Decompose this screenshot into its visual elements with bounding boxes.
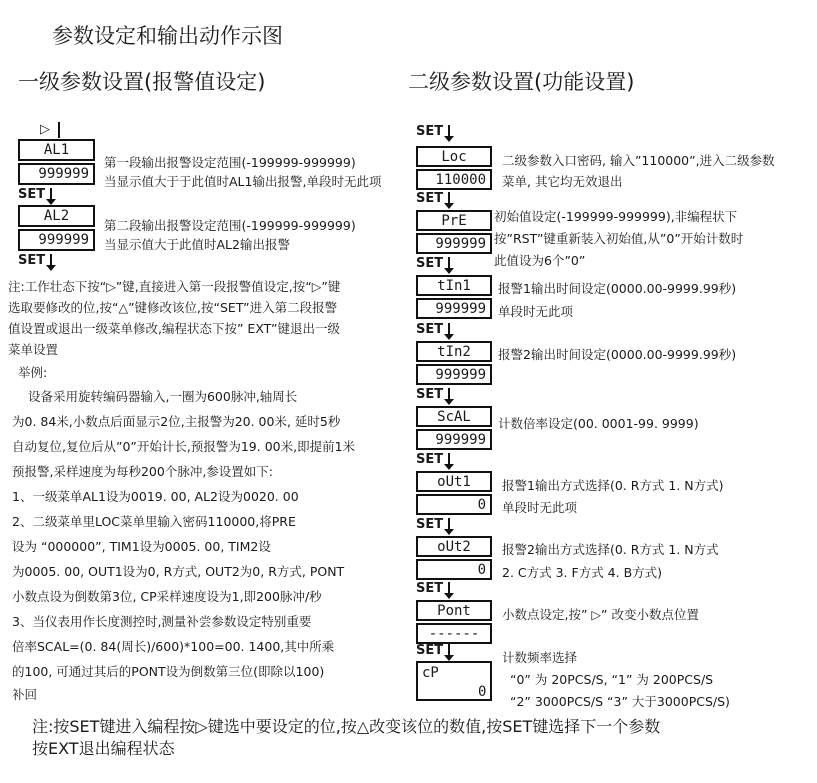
tim1-desc-2: 单段时无此项: [498, 304, 574, 319]
out2-value-display: 0: [416, 559, 492, 580]
down-arrow-icon: [448, 644, 450, 659]
down-arrow-icon: [448, 388, 450, 403]
example-line: 1、一级菜单AL1设为0019. 00, AL2设为0020. 00: [12, 489, 299, 504]
example-line: 为0. 84米,小数点后面显示2位,主报警为20. 00米, 延时5秒: [12, 414, 341, 429]
example-line: 自动复位,复位后从”0”开始计长,预报警为19. 00米,即提前1米: [12, 439, 356, 454]
right-key-icon: ▷: [40, 122, 50, 137]
out1-name-display: oUt1: [416, 471, 492, 492]
example-line: 的100, 可通过其后的PONT设为倒数第三位(即除以100): [12, 664, 325, 679]
tim2-name-display: tIn2: [416, 341, 492, 362]
down-arrow-icon: [50, 254, 52, 269]
example-line: 预报警,采样速度为每秒200个脉冲,参设置如下:: [12, 464, 274, 479]
example-line: 补回: [12, 687, 38, 702]
cp-desc-1: 计数频率选择: [502, 650, 578, 665]
example-line: 设为 “000000”, TIM1设为0005. 00, TIM2设: [12, 539, 271, 554]
footer-note: [32, 716, 660, 760]
cp-desc-2: “0” 为 20PCS/S, “1” 为 200PCS/S: [510, 672, 714, 687]
cp-name: cP: [422, 665, 439, 681]
set-label: SET: [416, 581, 443, 596]
out2-desc-1: 报警2输出方式选择(0. R方式 1. N方式: [502, 542, 719, 557]
al2-name-display: AL2: [18, 205, 95, 227]
footer-line-1: 注:按SET键进入编程按▷键选中要设定的位,按△改变该位的数值,按SET键选择下一个参数: [32, 717, 661, 736]
set-label: SET: [416, 452, 443, 467]
level1-note-3: 值设置或退出一级菜单修改,编程状态下按” EXT”键退出一级: [8, 321, 341, 336]
down-arrow-icon: [448, 257, 450, 272]
loc-name-display: Loc: [416, 146, 492, 167]
tim2-value-display: 999999: [416, 364, 492, 385]
set-label: SET: [416, 643, 443, 658]
footer-line-2: 按EXT退出编程状态: [32, 739, 175, 758]
al2-desc-1: 第二段输出报警设定范围(-199999-999999): [104, 218, 356, 233]
set-label: SET: [18, 253, 45, 268]
set-label: SET: [416, 322, 443, 337]
tim2-desc-1: 报警2输出时间设定(0000.00-9999.99秒): [498, 347, 737, 362]
down-arrow-icon: [448, 192, 450, 207]
down-arrow-icon: [50, 188, 52, 203]
example-line: 小数点设为倒数第3位, CP采样速度设为1,即200脉冲/秒: [12, 589, 322, 604]
tim1-value-display: 999999: [416, 298, 492, 319]
scal-desc-1: 计数倍率设定(00. 0001-99. 9999): [498, 416, 699, 431]
down-arrow-icon: [448, 323, 450, 338]
example-line: 设备采用旋转编码器输入,一圈为600脉冲,轴周长: [28, 389, 298, 404]
al1-desc-1: 第一段输出报警设定范围(-199999-999999): [104, 155, 356, 170]
out2-name-display: oUt2: [416, 536, 492, 557]
set-label: SET: [416, 517, 443, 532]
set-label: SET: [416, 124, 443, 139]
set-label: SET: [416, 387, 443, 402]
set-label: SET: [18, 187, 45, 202]
set-label: SET: [416, 256, 443, 271]
al2-desc-2: 当显示值大于此值时AL2输出报警: [104, 237, 290, 252]
level1-note-1: 注:工作壮态下按“▷”键,直接进入第一段报警值设定,按“▷”键: [8, 279, 341, 294]
pont-value-display: ------: [416, 623, 492, 644]
pont-name-display: Pont: [416, 600, 492, 621]
pre-name-display: PrE: [416, 210, 492, 231]
pre-desc-3: 此值设为6个”0”: [494, 253, 586, 268]
scal-value-display: 999999: [416, 429, 492, 450]
al1-name-display: AL1: [18, 139, 95, 161]
example-line: 倍率SCAL=(0. 84(周长)/600)*100=00. 1400,其中所乘: [12, 639, 335, 654]
pre-desc-1: 初始值设定(-199999-999999),非编程状下: [494, 209, 738, 224]
pre-desc-2: 按”RST”键重新装入初始值,从”0”开始计数时: [494, 231, 744, 246]
example-line: 2、二级菜单里LOC菜单里输入密码110000,将PRE: [12, 514, 296, 529]
out2-desc-2: 2. C方式 3. F方式 4. B方式): [502, 565, 663, 580]
scal-name-display: ScAL: [416, 406, 492, 427]
pre-value-display: 999999: [416, 233, 492, 254]
loc-desc-1: 二级参数入口密码, 输入”110000”,进入二级参数: [502, 153, 775, 168]
cp-desc-3: “2” 3000PCS/S “3” 大于3000PCS/S): [510, 694, 730, 709]
loc-value-display: 110000: [416, 169, 492, 190]
set-label: SET: [416, 191, 443, 206]
down-arrow-icon: [448, 582, 450, 597]
pont-desc-1: 小数点设定,按” ▷” 改变小数点位置: [502, 607, 699, 622]
down-arrow-icon: [448, 518, 450, 533]
al2-value-display: 999999: [18, 229, 95, 251]
page-title: 参数设定和输出动作示图: [52, 24, 283, 48]
al1-value-display: 999999: [18, 163, 95, 185]
example-label: 举例:: [18, 365, 48, 380]
tim1-name-display: tIn1: [416, 275, 492, 296]
example-line: 为0005. 00, OUT1设为0, R方式, OUT2为0, R方式, PONT: [12, 564, 345, 579]
out1-desc-1: 报警1输出方式选择(0. R方式 1. N方式): [502, 478, 724, 493]
down-arrow-icon: [448, 453, 450, 468]
out1-value-display: 0: [416, 494, 492, 515]
level1-note-4: 菜单设置: [8, 342, 59, 357]
level1-heading: 一级参数设置(报警值设定): [18, 70, 266, 94]
tim1-desc-1: 报警1输出时间设定(0000.00-9999.99秒): [498, 281, 737, 296]
example-line: 3、当仪表用作长度测控时,测量补尝参数设定特别重要: [12, 614, 312, 629]
al1-desc-2: 当显示值大于于此值时AL1输出报警,单段时无此项: [104, 174, 382, 189]
out1-desc-2: 单段时无此项: [502, 500, 578, 515]
level2-heading: 二级参数设置(功能设置): [408, 70, 635, 94]
level1-note-2: 选取要修改的位,按“△”键修改该位,按“SET”进入第二段报警: [8, 300, 338, 315]
loc-desc-2: 菜单, 其它均无效退出: [502, 174, 623, 189]
down-arrow-icon: [448, 125, 450, 140]
cp-value: 0: [478, 684, 487, 700]
flow-line: [58, 122, 60, 138]
